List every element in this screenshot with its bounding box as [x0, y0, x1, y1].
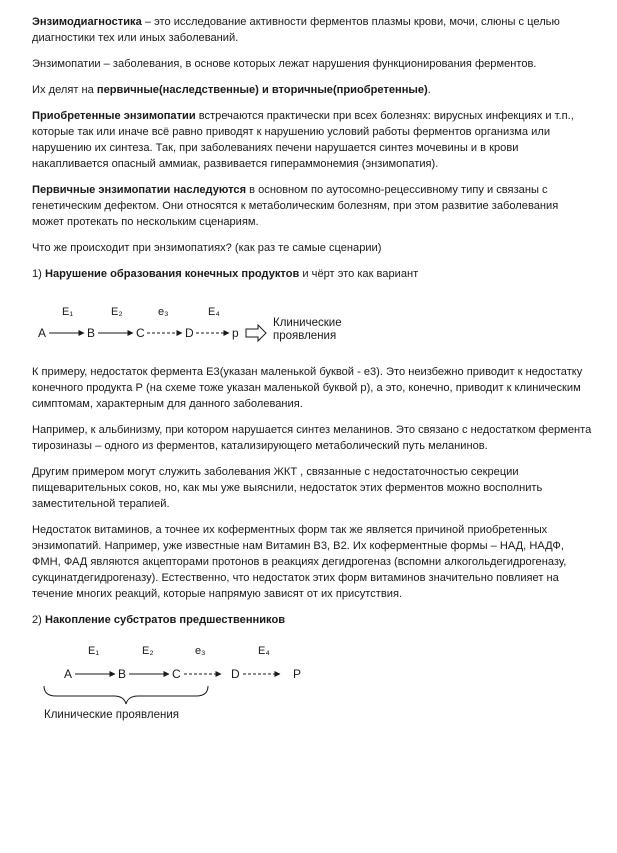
- paragraph-classification: [32, 82, 592, 98]
- caption-clinical: Клинические проявления: [44, 709, 179, 721]
- paragraph-vitamins: [32, 522, 592, 602]
- node-c: C: [136, 326, 145, 340]
- text: Энзимопатии – заболевания, в основе которых лежат нарушения функционирования ферментов.: [32, 58, 537, 70]
- enzyme-label-e2: E₂: [142, 645, 154, 657]
- enzyme-label-e4: E₄: [208, 306, 220, 318]
- node-p: P: [293, 667, 302, 681]
- enzyme-label-e2: E₂: [111, 306, 123, 318]
- pathway-diagram-1-svg: [32, 292, 372, 354]
- paragraph-example-e3: [32, 364, 592, 412]
- text: в основном по аутосомно-рецессивному типу и связаны с генетическим дефектом. Они относятся к метаболическим болезням, при этом развитие заболевания может протекать по нескольким сценариям.: [32, 184, 559, 228]
- pathway-diagram-1: [32, 292, 592, 354]
- text: Недостаток витаминов, а точнее их коферментных форм так же является причиной приобретенных энзимопатий. Например, уже известные нам Витамин В3, В2. Их коферментные формы – НАД, НАДФ, ФМН, ФАД являются акцепторами протонов в реакциях дегидрогеназ (вспомни алкогольдегидрогеназу, сукцинатдегидрогеназу). Естественно, что недостаток этих форм витаминов значительно повлияет на течение многих реакций, которые напрямую зависят от их присутствия.: [32, 524, 567, 600]
- text: Другим примером могут служить заболевания ЖКТ , связанные с недостаточностью секреции пищеварительных соков, но, как мы уже выяснили, недостаток этих ферментов можно восполнить заместительной терапией.: [32, 466, 543, 510]
- node-p: p: [232, 326, 239, 340]
- enzyme-label-e3: e₃: [158, 306, 169, 318]
- node-c: C: [172, 667, 181, 681]
- term-scenario-1: Нарушение образования конечных продуктов: [44, 268, 300, 280]
- node-a: A: [38, 326, 47, 340]
- term-classification: первичные(наследственные) и вторичные(приобретенные): [96, 84, 428, 96]
- paragraph-gi-tract: [32, 464, 592, 512]
- node-b: B: [118, 667, 127, 681]
- text: 1): [32, 268, 45, 280]
- enzyme-label-e3: e₃: [195, 645, 206, 657]
- text: Например, к альбинизму, при котором нарушается синтез меланинов. Это связано с недостатком фермента тирозиназы – одного из ферментов, катализирующего метаболический путь меланинов.: [32, 424, 592, 452]
- document: [32, 14, 592, 724]
- result-label-line1: Клинические: [273, 317, 342, 329]
- term-scenario-2: Накопление субстратов предшественников: [44, 614, 286, 626]
- text: 2): [32, 614, 45, 626]
- text: – это исследование активности ферментов плазмы крови, мочи, слюны с целью диагностики тех или иных заболеваний.: [32, 16, 560, 44]
- paragraph-scenario-2: [32, 612, 592, 628]
- text: и чёрт это как вариант: [299, 268, 419, 280]
- node-d: D: [231, 667, 240, 681]
- paragraph-question: [32, 240, 592, 256]
- node-b: B: [87, 326, 96, 340]
- term-primary: Первичные энзимопатии наследуются: [32, 184, 247, 196]
- text: .: [427, 84, 431, 96]
- term-acquired: Приобретенные энзимопатии: [32, 110, 196, 122]
- enzyme-label-e4: E₄: [258, 645, 270, 657]
- enzyme-label-e1: E₁: [88, 645, 100, 657]
- term-enzyme-diagnostics: Энзимодиагностика: [32, 16, 142, 28]
- paragraph-acquired: [32, 108, 592, 172]
- node-a: A: [64, 667, 73, 681]
- paragraph-enzymopathies: [32, 56, 592, 72]
- paragraph-enzyme-diagnostics: [32, 14, 592, 46]
- text: Что же происходит при энзимопатиях? (как раз те самые сценарии): [32, 242, 382, 254]
- text: Их делят на: [32, 84, 97, 96]
- hollow-arrow-icon: [246, 325, 266, 341]
- text: встречаются практически при всех болезнях: вирусных инфекциях и т.п., которые так или иначе всё равно приводят к нарушению условий работы ферментов организма или нарушению их синтеза. Так, при заболеваниях печени нарушается синтез мочевины и в крови накапливается опасный аммиак, развивается гипераммонемия (энзимопатия).: [32, 110, 574, 170]
- pathway-diagram-2-svg: [32, 638, 332, 724]
- brace-icon: [44, 686, 208, 704]
- node-d: D: [185, 326, 194, 340]
- paragraph-scenario-1: [32, 266, 592, 282]
- paragraph-primary: [32, 182, 592, 230]
- paragraph-albinism: [32, 422, 592, 454]
- pathway-diagram-2: [32, 638, 592, 724]
- enzyme-label-e1: E₁: [62, 306, 74, 318]
- text: К примеру, недостаток фермента Е3(указан маленькой буквой - е3). Это неизбежно приводит к недостатку конечного продукта Р (на схеме тоже указан маленькой буквой р), а это, конечно, приводит к клиническим симптомам, характерным для данного заболевания.: [32, 366, 583, 410]
- result-label-line2: проявления: [273, 330, 337, 342]
